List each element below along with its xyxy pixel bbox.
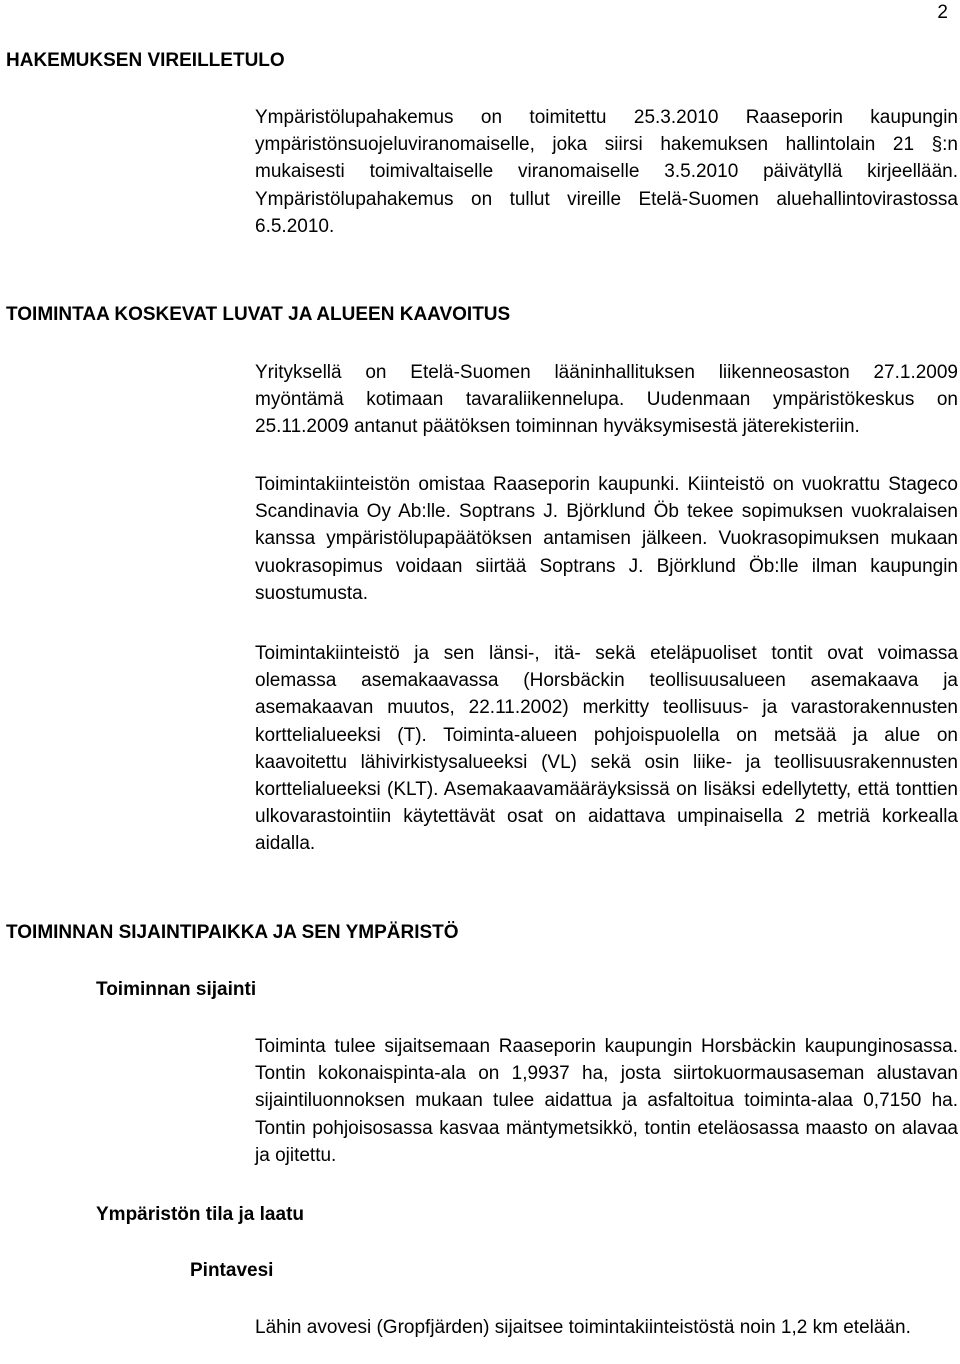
paragraph: Toiminta tulee sijaitsemaan Raaseporin kaupungin Horsbäckin kaupunginosassa. Tontin kokonaispinta-ala on 1,9937 ha, josta siirtokuormausaseman alustavan sijaintiluonnoksen mukaan tulee aidattua ja asfaltoitua toiminta-alaa 0,7150 ha. Tontin pohjoisosassa kasvaa mäntymetsikkö, tontin eteläosassa maasto on alavaa ja ojitettu. [255, 1036, 958, 1166]
section-heading-permits-zoning: TOIMINTAA KOSKEVAT LUVAT JA ALUEEN KAAVOITUS [6, 304, 511, 325]
paragraph: Yrityksellä on Etelä-Suomen lääninhallituksen liikenneosaston 27.1.2009 myöntämä kotimaan tavaraliikennelupa. Uudenmaan ympäristökeskus on 25.11.2009 antanut päätöksen toiminnan hyväksymisestä jäterekisteriin. [255, 362, 958, 438]
subsubsection-heading-surface-water: Pintavesi [190, 1260, 274, 1281]
subsection-heading-environment-state: Ympäristön tila ja laatu [96, 1204, 304, 1225]
section-heading-application: HAKEMUKSEN VIREILLETULO [6, 50, 285, 71]
section-heading-location-environment: TOIMINNAN SIJAINTIPAIKKA JA SEN YMPÄRISTÖ [6, 922, 459, 943]
paragraph: Toimintakiinteistön omistaa Raaseporin kaupunki. Kiinteistö on vuokrattu Stageco Scandinavia Oy Ab:lle. Soptrans J. Björklund Öb tekee sopimuksen vuokralaisen kanssa ympäristölupapäätöksen antamisen jälkeen. Vuokrasopimuksen mukaan vuokrasopimus voidaan siirtää Soptrans J. Björklund Öb:lle ilman kaupungin suostumusta. [255, 474, 958, 604]
paragraph: Ympäristölupahakemus on toimitettu 25.3.2010 Raaseporin kaupungin ympäristönsuojeluviranomaiselle, joka siirsi hakemuksen hallintolain 21 §:n mukaisesti toimivaltaiselle viranomaiselle 3.5.2010 päivätyllä kirjeellään. Ympäristölupahakemus on tullut vireille Etelä-Suomen aluehallintovirastossa 6.5.2010. [255, 107, 958, 237]
page-number: 2 [937, 2, 948, 23]
paragraph: Toimintakiinteistö ja sen länsi-, itä- sekä eteläpuoliset tontit ovat voimassa olemassa asemakaavassa (Horsbäckin teollisuusalueen asemakaava ja asemakaavan muutos, 22.11.2002) merkitty teollisuus- ja varastorakennusten korttelialueeksi (T). Toiminta-alueen pohjoispuolella on metsää ja alue on kaavoitettu lähivirkistysalueeksi (VL) sekä osin liike- ja teollisuusrakennusten korttelialueeksi (KLT). Asemakaavamääräyksissä on lisäksi edellytetty, että tonttien ulkovarastointiin käytettävät osat on aidattava umpinaisella 2 metriä korkealla aidalla. [255, 643, 958, 855]
paragraph: Lähin avovesi (Gropfjärden) sijaitsee toimintakiinteistöstä noin 1,2 km etelään. [255, 1317, 911, 1338]
subsection-heading-location: Toiminnan sijainti [96, 979, 257, 1000]
